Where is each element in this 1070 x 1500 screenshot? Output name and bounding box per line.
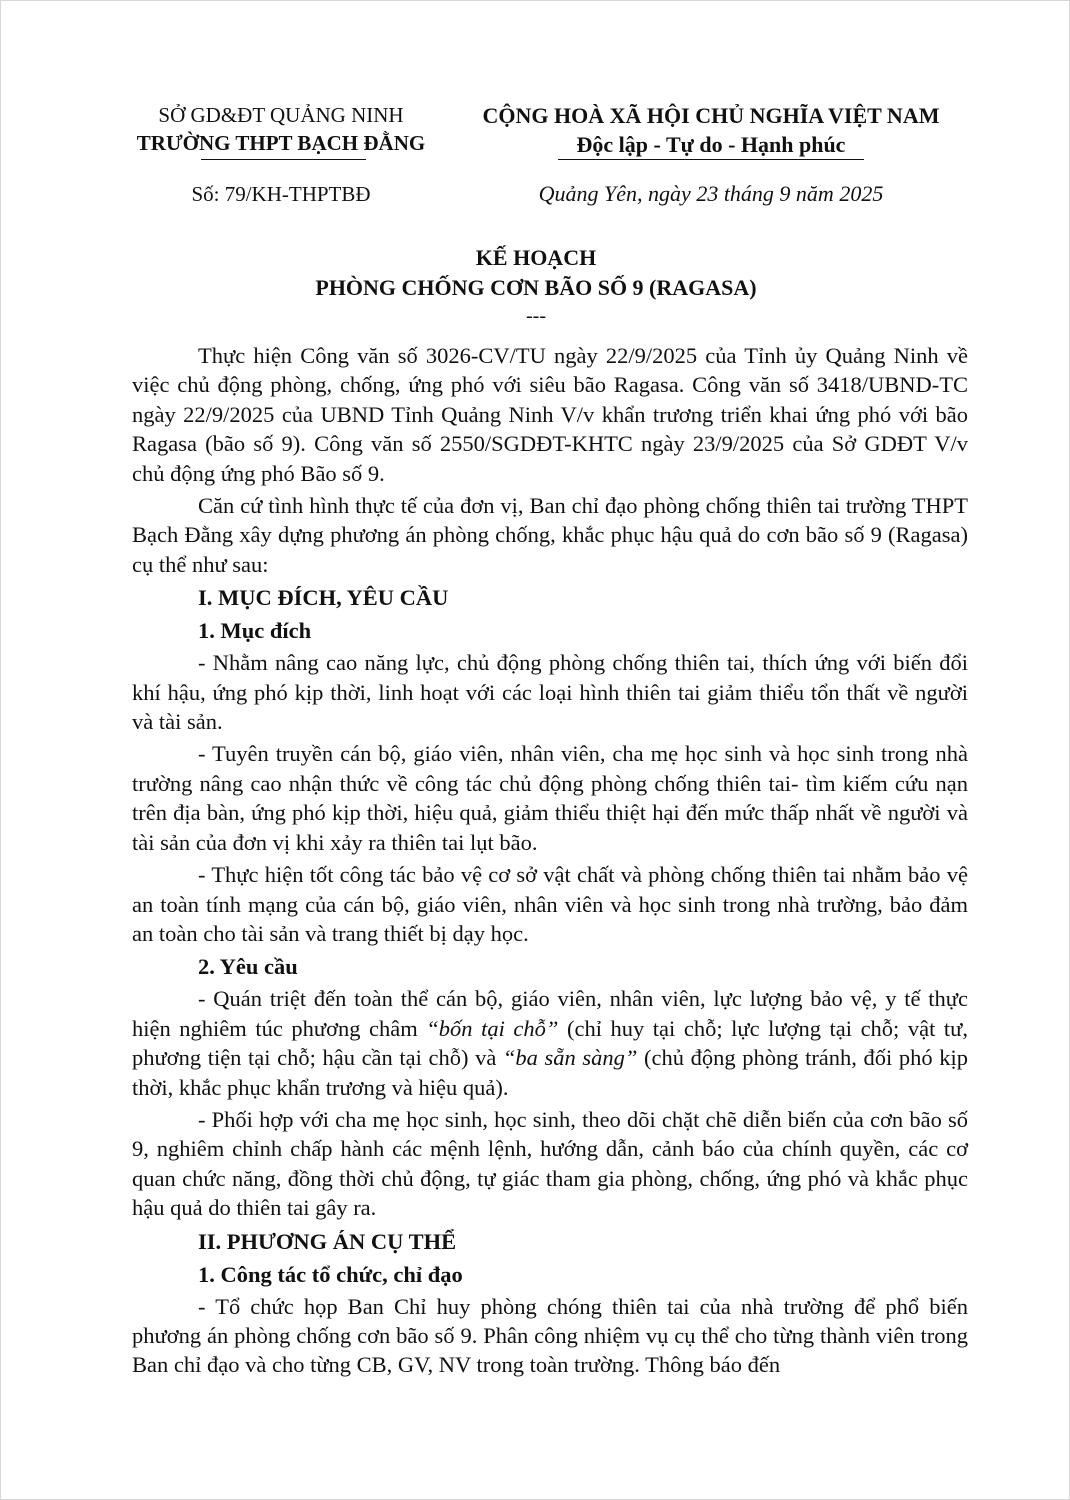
place-and-date: Quảng Yên, ngày 23 tháng 9 năm 2025	[538, 181, 884, 206]
motto-underline	[558, 159, 864, 160]
national-motto: Độc lập - Tự do - Hạnh phúc	[576, 132, 846, 157]
requirement-text-c: (chủ động phòng tránh, đối phó kịp thời, khắc phục khẩn trương và hiệu quả).	[132, 1045, 968, 1100]
title-line-1: KẾ HOẠCH	[475, 245, 597, 270]
issuer-school: TRƯỜNG THPT BẠCH ĐẰNG	[136, 131, 426, 155]
purpose-paragraph-2: - Tuyên truyền cán bộ, giáo viên, nhân viên, cha mẹ học sinh và học sinh trong nhà trường nâng cao nhận thức về công tác chủ động phòng chống thiên tai- tìm kiếm cứu nạn trên địa bàn, ứng phó kịp thời, hiệu quả, giảm thiểu thiệt hại đến mức thấp nhất về người và tài sản của đơn vị khi xảy ra thiên tai lụt bão.	[132, 741, 968, 855]
issuer-department: SỞ GD&ĐT QUẢNG NINH	[158, 103, 404, 127]
organization-paragraph-1: - Tổ chức họp Ban Chỉ huy phòng chóng thiên tai của nhà trường để phổ biến phương án phòng chống cơn bão số 9. Phân công nhiệm vụ cụ thể cho từng thành viên trong Ban chỉ đạo và cho từng CB, GV, NV trong toàn trường. Thông báo đến	[132, 1293, 968, 1378]
requirement-text-a: - Quán triệt đến toàn thể cán bộ, giáo viên, nhân viên, lực lượng bảo vệ, y tế thực hiện nghiêm túc phương châm	[132, 986, 968, 1041]
issuer-block	[101, 101, 461, 157]
requirement-paragraph-2: - Phối hợp với cha mẹ học sinh, học sinh, theo dõi chặt chẽ diễn biến của cơn bão số 9, nghiêm chỉnh chấp hành các mệnh lệnh, hướng dẫn, cảnh báo của chính quyền, các cơ quan chức năng, đồng thời chủ động, tự giác tham gia phòng, chống, ứng phó và khắc phục hậu quả do thiên tai gây ra.	[132, 1106, 968, 1221]
title-line-2: PHÒNG CHỐNG CƠN BÃO SỐ 9 (RAGASA)	[315, 275, 757, 300]
motto-three-ready: “ba sẵn sàng”	[502, 1045, 638, 1071]
motto-four-on-site: “bốn tại chỗ”	[426, 1015, 559, 1041]
requirement-text-b: (chỉ huy tại chỗ; lực lượng tại chỗ; vật tư, phương tiện tại chỗ; hậu cần tại chỗ) và	[132, 1015, 968, 1071]
section-1-2-heading: 2. Yêu cầu	[198, 954, 298, 980]
document-title	[1, 243, 1070, 329]
intro-paragraph-1: Thực hiện Công văn số 3026-CV/TU ngày 22/9/2025 của Tỉnh ủy Quảng Ninh về việc chủ động phòng, chống, ứng phó với siêu bão Ragasa. Công văn số 3418/UBND-TC ngày 22/9/2025 của UBND Tỉnh Quảng Ninh V/v khẩn trương triển khai ứng phó với bão Ragasa (bão số 9). Công văn số 2550/SGDĐT-KHTC ngày 23/9/2025 của Sở GDĐT V/v chủ động ứng phó Bão số 9.	[132, 343, 968, 486]
document-body	[132, 341, 968, 1383]
intro-paragraph-2: Căn cứ tình hình thực tế của đơn vị, Ban chỉ đạo phòng chống thiên tai trường THPT Bạch Đằng xây dựng phương án phòng chống, khắc phục hậu quả do cơn bão số 9 (Ragasa) cụ thể như sau:	[132, 493, 968, 577]
purpose-paragraph-1: - Nhằm nâng cao năng lực, chủ động phòng chống thiên tai, thích ứng với biến đổi khí hậu, ứng phó kịp thời, linh hoạt với các loại hình thiên tai giảm thiểu tổn thất về người và tài sản.	[132, 650, 968, 735]
section-2-heading: II. PHƯƠNG ÁN CỤ THỂ	[198, 1228, 457, 1254]
section-1-heading: I. MỤC ĐÍCH, YÊU CẦU	[198, 585, 449, 611]
section-1-1-heading: 1. Mục đích	[198, 618, 312, 644]
title-separator: ---	[526, 305, 546, 327]
document-number: Số: 79/KH-THPTBĐ	[191, 182, 371, 206]
requirement-paragraph-1	[132, 984, 968, 1102]
nation-title: CỘNG HOÀ XÃ HỘI CHỦ NGHĨA VIỆT NAM	[482, 103, 940, 128]
section-2-1-heading: 1. Công tác tổ chức, chỉ đạo	[198, 1261, 463, 1287]
issuer-underline	[201, 159, 366, 160]
purpose-paragraph-3: - Thực hiện tốt công tác bảo vệ cơ sở vật chất và phòng chống thiên tai nhằm bảo vệ an toàn tính mạng của cán bộ, giáo viên, nhân viên và học sinh trong nhà trường, bảo đảm an toàn cho tài sản và trang thiết bị dạy học.	[132, 862, 968, 946]
national-heading	[456, 101, 966, 159]
